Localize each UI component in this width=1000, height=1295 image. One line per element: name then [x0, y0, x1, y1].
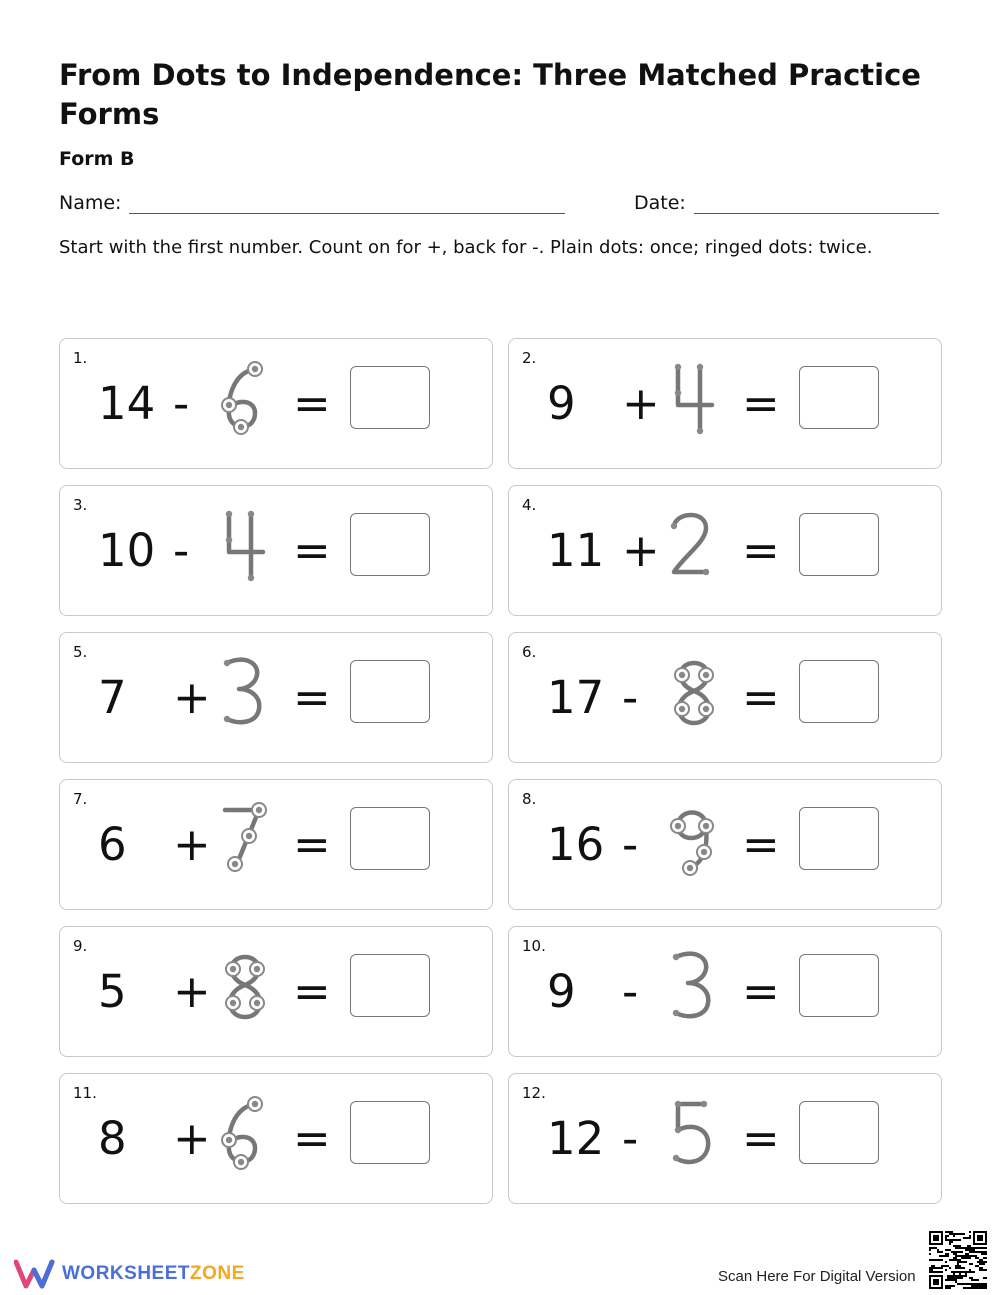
logo-w-icon [14, 1258, 56, 1290]
answer-box[interactable] [350, 366, 430, 429]
traceable-digit-9 [664, 800, 724, 878]
plain-dot [224, 716, 230, 722]
equals-sign: = [742, 965, 780, 1018]
traceable-digit-4 [664, 359, 724, 437]
problem-card [508, 926, 942, 1057]
operator: + [173, 671, 211, 724]
equals-sign: = [293, 818, 331, 871]
digit-stroke [676, 1104, 708, 1162]
answer-box[interactable] [350, 807, 430, 870]
digit-stroke [229, 514, 263, 552]
traceable-digit-7 [215, 800, 275, 878]
problem-number: 9. [73, 937, 88, 955]
ringed-dot-center [701, 849, 707, 855]
plain-dot [226, 537, 232, 543]
traceable-digit-3 [664, 947, 724, 1025]
ringed-dot-center [254, 1000, 260, 1006]
ringed-dot-center [679, 706, 685, 712]
problem-card [59, 485, 493, 616]
equals-sign: = [293, 524, 331, 577]
plain-dot [675, 1127, 681, 1133]
plain-dot [671, 523, 677, 529]
equals-sign: = [293, 1112, 331, 1165]
ringed-dot-center [238, 1159, 244, 1165]
ringed-dot-center [238, 424, 244, 430]
answer-box[interactable] [799, 954, 879, 1017]
ringed-dot-center [703, 823, 709, 829]
plain-dot [226, 511, 232, 517]
answer-box[interactable] [799, 807, 879, 870]
operator: + [622, 377, 660, 430]
date-field[interactable] [634, 192, 939, 214]
plain-dot [673, 1010, 679, 1016]
first-number: 17 [547, 671, 605, 724]
problem-card [59, 1073, 493, 1204]
problem-card [59, 926, 493, 1057]
problem-number: 7. [73, 790, 88, 808]
traceable-digit-6 [215, 359, 275, 437]
date-line[interactable] [694, 194, 939, 214]
answer-box[interactable] [799, 513, 879, 576]
answer-box[interactable] [799, 366, 879, 429]
ringed-dot-center [252, 1101, 258, 1107]
ringed-dot-center [246, 833, 252, 839]
ringed-dot-center [703, 672, 709, 678]
equals-sign: = [293, 965, 331, 1018]
form-label: Form B [59, 148, 135, 170]
operator: + [173, 1112, 211, 1165]
first-number: 10 [98, 524, 156, 577]
ringed-dot-center [675, 823, 681, 829]
qr-code-icon[interactable] [929, 1231, 987, 1289]
problem-card [59, 779, 493, 910]
plain-dot [673, 1155, 679, 1161]
answer-box[interactable] [799, 1101, 879, 1164]
operator: - [622, 671, 639, 724]
problem-number: 2. [522, 349, 537, 367]
operator: + [173, 965, 211, 1018]
plain-dot [224, 660, 230, 666]
equals-sign: = [742, 1112, 780, 1165]
operator: + [173, 818, 211, 871]
ringed-dot-center [679, 672, 685, 678]
brand-text-2: ZONE [190, 1263, 245, 1284]
answer-box[interactable] [350, 660, 430, 723]
date-label: Date: [634, 192, 686, 214]
scan-text: Scan Here For Digital Version [718, 1268, 916, 1285]
name-label: Name: [59, 192, 122, 214]
problem-number: 11. [73, 1084, 97, 1102]
ringed-dot-center [252, 366, 258, 372]
answer-box[interactable] [799, 660, 879, 723]
first-number: 9 [547, 965, 576, 1018]
equals-sign: = [742, 524, 780, 577]
first-number: 5 [98, 965, 127, 1018]
plain-dot [675, 1101, 681, 1107]
worksheetzone-logo [14, 1258, 245, 1290]
problem-number: 8. [522, 790, 537, 808]
problem-number: 10. [522, 937, 546, 955]
plain-dot [703, 569, 709, 575]
problem-card [508, 485, 942, 616]
ringed-dot-center [232, 861, 238, 867]
answer-box[interactable] [350, 513, 430, 576]
problem-number: 12. [522, 1084, 546, 1102]
traceable-digit-8 [664, 653, 724, 731]
ringed-dot-center [230, 966, 236, 972]
problem-card [508, 779, 942, 910]
equals-sign: = [742, 671, 780, 724]
name-line[interactable] [129, 194, 565, 214]
ringed-dot-center [254, 966, 260, 972]
equals-sign: = [293, 671, 331, 724]
equals-sign: = [293, 377, 331, 430]
operator: + [622, 524, 660, 577]
problem-number: 4. [522, 496, 537, 514]
problem-card [59, 338, 493, 469]
operator: - [622, 1112, 639, 1165]
traceable-digit-3 [215, 653, 275, 731]
answer-box[interactable] [350, 954, 430, 1017]
first-number: 7 [98, 671, 127, 724]
plain-dot [697, 428, 703, 434]
answer-box[interactable] [350, 1101, 430, 1164]
plain-dot [675, 390, 681, 396]
plain-dot [697, 364, 703, 370]
operator: - [622, 818, 639, 871]
plain-dot [675, 364, 681, 370]
brand-text-1: WORKSHEET [62, 1263, 190, 1284]
operator: - [622, 965, 639, 1018]
problem-card [59, 632, 493, 763]
ringed-dot-center [256, 807, 262, 813]
equals-sign: = [742, 818, 780, 871]
first-number: 16 [547, 818, 605, 871]
traceable-digit-8 [215, 947, 275, 1025]
ringed-dot-center [226, 402, 232, 408]
ringed-dot-center [230, 1000, 236, 1006]
traceable-digit-6 [215, 1094, 275, 1172]
first-number: 12 [547, 1112, 605, 1165]
traceable-digit-4 [215, 506, 275, 584]
ringed-dot-center [226, 1137, 232, 1143]
problem-card [508, 338, 942, 469]
problem-number: 5. [73, 643, 88, 661]
first-number: 6 [98, 818, 127, 871]
problem-card [508, 1073, 942, 1204]
plain-dot [673, 954, 679, 960]
traceable-digit-5 [664, 1094, 724, 1172]
operator: - [173, 524, 190, 577]
equals-sign: = [742, 377, 780, 430]
first-number: 14 [98, 377, 156, 430]
plain-dot [248, 575, 254, 581]
ringed-dot-center [703, 706, 709, 712]
plain-dot [248, 511, 254, 517]
page-title: From Dots to Independence: Three Matched Practice Forms [59, 58, 921, 131]
instructions: Start with the first number. Count on for +, back for -. Plain dots: once; ringed dots: twice. [59, 237, 873, 258]
problem-number: 1. [73, 349, 88, 367]
digit-stroke [678, 367, 712, 405]
first-number: 9 [547, 377, 576, 430]
first-number: 8 [98, 1112, 127, 1165]
digit-stroke [676, 954, 708, 1016]
traceable-digit-2 [664, 506, 724, 584]
ringed-dot-center [687, 865, 693, 871]
digit-stroke [227, 660, 259, 722]
problem-number: 3. [73, 496, 88, 514]
first-number: 11 [547, 524, 605, 577]
problem-number: 6. [522, 643, 537, 661]
plain-dot [701, 1101, 707, 1107]
operator: - [173, 377, 190, 430]
digit-stroke [674, 515, 706, 572]
name-field[interactable] [59, 192, 565, 214]
problem-card [508, 632, 942, 763]
